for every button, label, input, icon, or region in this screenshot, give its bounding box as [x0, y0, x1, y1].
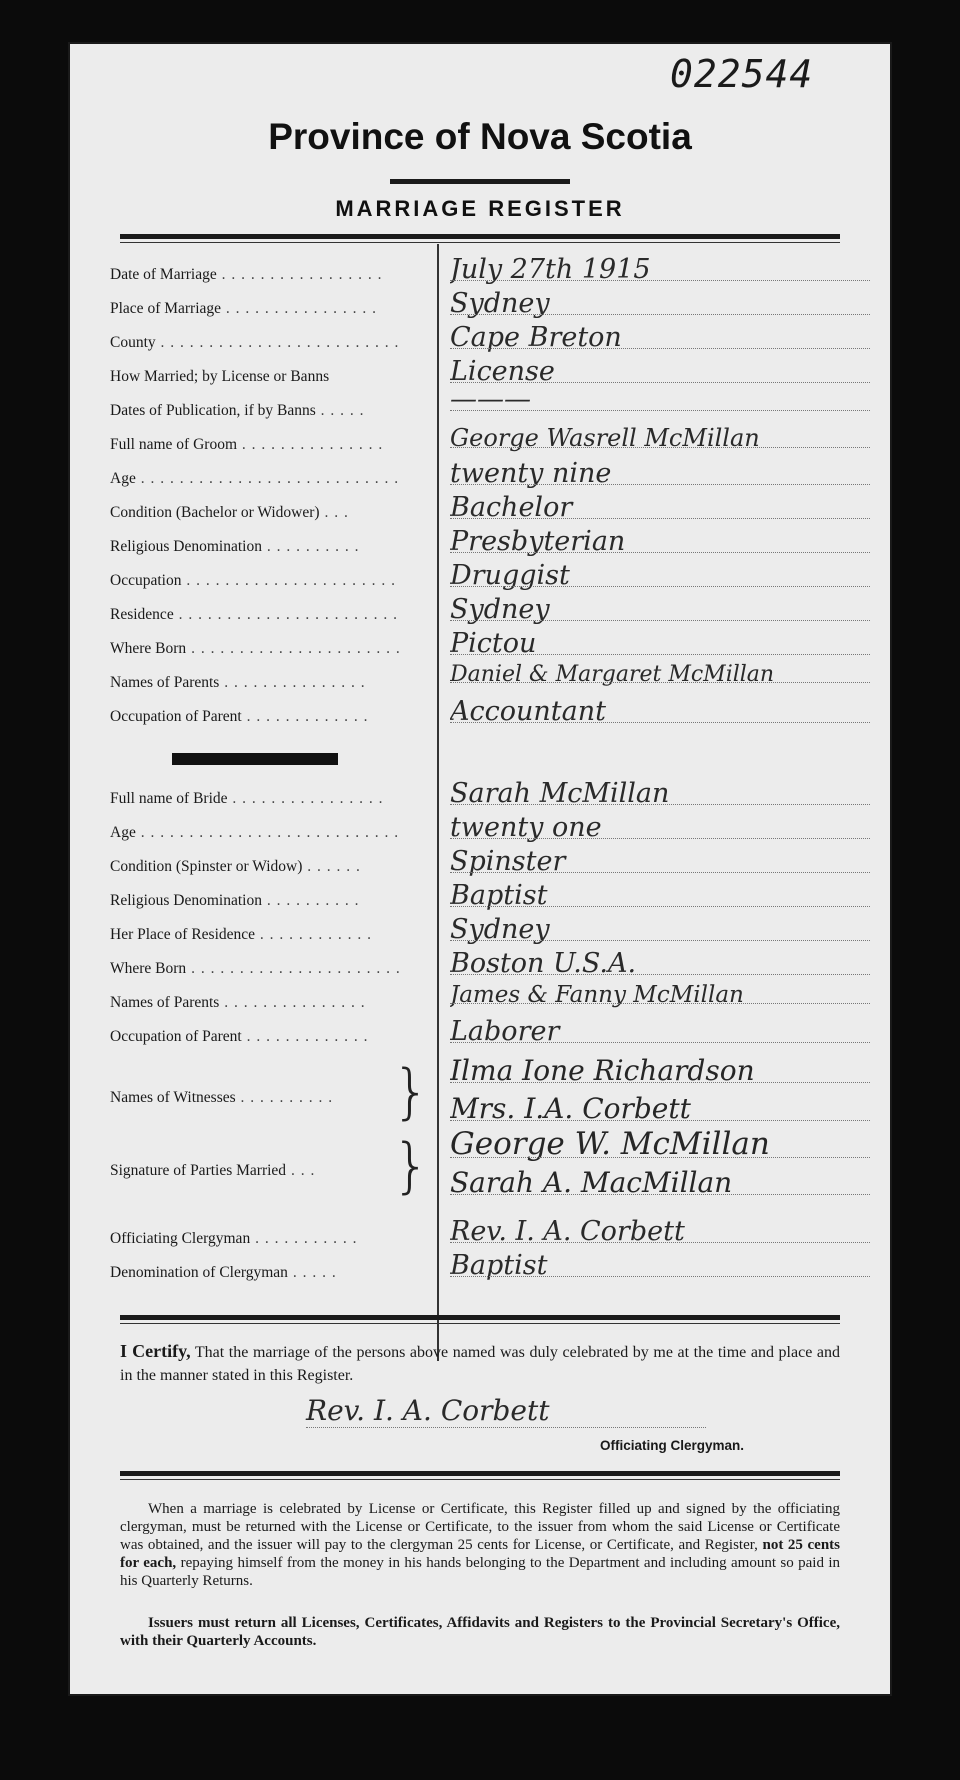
place-of-marriage-label: Place of Marriage . . . . . . . . . . . . . . . . [110, 300, 378, 317]
register-form [70, 44, 890, 1694]
header-rule-thin [120, 242, 840, 243]
form-subtitle: MARRIAGE REGISTER [335, 196, 625, 221]
place-of-marriage-value: Sydney [450, 288, 880, 319]
groom-born-value: Pictou [450, 628, 880, 659]
groom-occupation-label: Occupation . . . . . . . . . . . . . . . . . . . . . . [110, 572, 396, 589]
bride-religion-label: Religious Denomination . . . . . . . . . . [110, 892, 360, 909]
bride-religion-value: Baptist [450, 880, 880, 911]
certify-rule-thin [120, 1323, 840, 1324]
groom-religion-label: Religious Denomination . . . . . . . . . . [110, 538, 360, 555]
groom-parent-occupation-label: Occupation of Parent . . . . . . . . . . . . . [110, 708, 369, 725]
certify-text: That the marriage of the persons above named was duly celebrated by me at the time and place and in the manner stated in this Register. [120, 1344, 840, 1384]
certify-lead: I Certify, [120, 1341, 191, 1361]
bride-section-divider [172, 753, 338, 765]
bride-residence-value: Sydney [450, 914, 880, 945]
bride-parents-value: James & Fanny McMillan [450, 982, 880, 1008]
groom-age-label: Age . . . . . . . . . . . . . . . . . . . . . . . . . . . [110, 470, 400, 487]
groom-name-label: Full name of Groom . . . . . . . . . . . . . . . [110, 436, 384, 453]
header-rule [120, 234, 840, 239]
county-label: County . . . . . . . . . . . . . . . . . . . . . . . . . [110, 334, 400, 351]
signatures-label: Signature of Parties Married . . . [110, 1162, 316, 1179]
bride-signature: Sarah A. MacMillan [450, 1166, 880, 1199]
bride-parents-label: Names of Parents . . . . . . . . . . . . . . . [110, 994, 366, 1011]
bride-parent-occupation-label: Occupation of Parent . . . . . . . . . . . . . [110, 1028, 369, 1045]
groom-residence-value: Sydney [450, 594, 880, 625]
bride-residence-label: Her Place of Residence . . . . . . . . . . . . [110, 926, 373, 943]
groom-parent-occupation-value: Accountant [450, 696, 880, 727]
bride-born-label: Where Born . . . . . . . . . . . . . . . . . . . . . . [110, 960, 401, 977]
bride-name-label: Full name of Bride . . . . . . . . . . . . . . . . [110, 790, 384, 807]
groom-residence-label: Residence . . . . . . . . . . . . . . . . . . . . . . . [110, 606, 398, 623]
notice-text-bold: not 25 cents for each, [120, 1537, 841, 1571]
groom-occupation-value: Druggist [450, 560, 880, 591]
bride-name-value: Sarah McMillan [450, 778, 880, 809]
certify-rule [120, 1315, 840, 1320]
groom-religion-value: Presbyterian [450, 526, 880, 557]
title-rule [390, 179, 570, 184]
certification-statement [120, 1340, 840, 1387]
form-title: Province of Nova Scotia [268, 116, 692, 157]
return-instructions [120, 1500, 840, 1590]
bride-age-label: Age . . . . . . . . . . . . . . . . . . . . . . . . . . . [110, 824, 400, 841]
date-of-marriage-value: July 27th 1915 [450, 254, 880, 285]
notice-rule [120, 1471, 840, 1476]
groom-condition-label: Condition (Bachelor or Widower) . . . [110, 504, 349, 521]
signatures-brace: } [392, 1131, 431, 1201]
certifying-signature: Rev. I. A. Corbett [306, 1394, 706, 1428]
groom-parents-label: Names of Parents . . . . . . . . . . . . . . . [110, 674, 366, 691]
officiating-clergyman-value: Rev. I. A. Corbett [450, 1216, 880, 1247]
notice-text-end: repaying himself from the money in his hands belonging to the Department and including amount so paid in his Quarterly Returns. [120, 1555, 840, 1589]
county-value: Cape Breton [450, 322, 880, 353]
issuers-instructions: Issuers must return all Licenses, Certificates, Affidavits and Registers to the Provincial Secretary's Office, with their Quarterly Accounts. [120, 1615, 840, 1649]
groom-age-value: twenty nine [450, 458, 880, 489]
groom-name-value: George Wasrell McMillan [450, 424, 880, 452]
certifying-role: Officiating Clergyman. [600, 1438, 745, 1453]
column-divider [437, 244, 439, 1361]
publication-dates-label: Dates of Publication, if by Banns . . . . . [110, 402, 365, 419]
witness-2-value: Mrs. I.A. Corbett [450, 1092, 880, 1125]
date-of-marriage-label: Date of Marriage . . . . . . . . . . . . . . . . . [110, 266, 383, 283]
groom-signature: George W. McMillan [450, 1126, 880, 1162]
notice-text-start: When a marriage is celebrated by License or Certificate, this Register filled up and signed by the officiating clergyman, must be returned with the License or Certificate, to the issuer from whom the said License or Certificate was obtained, and the issuer will pay to the clergyman 25 cents for License, or Certificate, and Register, [120, 1501, 840, 1553]
witnesses-brace: } [392, 1057, 431, 1127]
officiating-clergyman-label: Officiating Clergyman . . . . . . . . . . . [110, 1230, 358, 1247]
groom-parents-value: Daniel & Margaret McMillan [450, 662, 880, 687]
witnesses-label: Names of Witnesses . . . . . . . . . . [110, 1089, 334, 1106]
clergy-denomination-label: Denomination of Clergyman . . . . . [110, 1264, 337, 1281]
bride-condition-value: Spinster [450, 846, 880, 877]
how-married-label: How Married; by License or Banns [110, 368, 330, 385]
register-number: 022544 [670, 52, 814, 96]
bride-parent-occupation-value: Laborer [450, 1016, 880, 1047]
bride-age-value: twenty one [450, 812, 880, 843]
clergy-denomination-value: Baptist [450, 1250, 880, 1281]
bride-condition-label: Condition (Spinster or Widow) . . . . . . [110, 858, 361, 875]
notice-rule-thin [120, 1479, 840, 1480]
groom-condition-value: Bachelor [450, 492, 880, 523]
groom-born-label: Where Born . . . . . . . . . . . . . . . . . . . . . . [110, 640, 401, 657]
bride-born-value: Boston U.S.A. [450, 948, 880, 979]
publication-dates-value: ——— [450, 384, 880, 415]
witness-1-value: Ilma Ione Richardson [450, 1054, 880, 1087]
how-married-value: License [450, 356, 880, 387]
